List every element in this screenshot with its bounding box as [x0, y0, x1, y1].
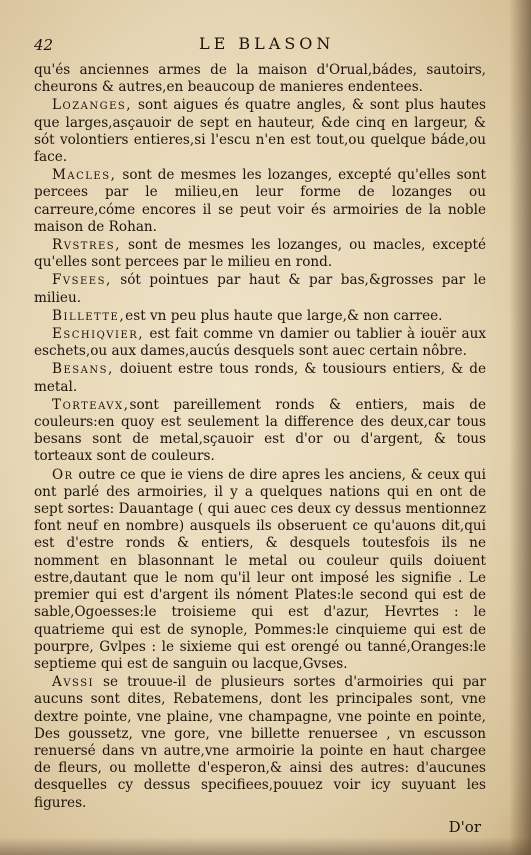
paragraph-lead: Besans,	[52, 361, 114, 378]
paragraph-text: outre ce que ie viens de dire apres les anciens, & ceux qui ont parlé des armoiries, il y a quelques nations qui en ont de sept sortes: Dauantage ( qui auec ces deux cy dessus mentionnez font neuf en nombre) ausquels ils obseruent ce qu'auons dit,qui est d'estre ronds & entiers, & desquels toutesfois ils ne nomment en blasonnant le metal ou couleur quils doiuent estre,dautant que le nom qu'il leur ont imposé les signifie . Le premier qui est d'argent ils nóment Plates:le second qui est de sable,Ogoesses:le troisieme qui est d'azur, Hevrtes : le quatrieme qui est de synople, Pommes:le cinquieme qui est de pourpre, Gvlpes : le sixieme qui est orengé ou tanné,Oranges:le septieme qui est de sanguin ou lacque,Gvses.	[34, 466, 486, 672]
paragraph-text: se trouue-il de plusieurs sortes d'armoiries qui par aucuns sont dites, Rebatemens, dont les principales sont, vne dextre pointe, vne plaine, vne champagne, vne pointe en pointe, Des goussetz, vne gore, vne billette renuersee , vn escusson renuersé dans vn autre,vne armoirie la pointe en haut chargee de fleurs, ou mollette d'esperon,& ainsi des autres: d'aucunes desquelles cy dessus specifiees,pouuez voir icy suyuant les figures.	[34, 674, 486, 811]
paragraph-1	[34, 62, 486, 96]
running-title: LE BLASON	[199, 34, 335, 53]
paragraph-or-outre	[34, 467, 486, 673]
catchword: D'or	[448, 818, 481, 836]
paragraph-besans	[34, 361, 486, 395]
page-number: 42	[34, 36, 54, 54]
paragraph-text: est fait comme vn damier ou tablier à iouër aux eschets,ou aux dames,aucús desquels sont auec certain nôbre.	[34, 326, 486, 360]
paragraph-lead: Or	[52, 466, 74, 483]
paragraph-text: sont aigues és quatre angles, & sont plus hautes que larges,asçauoir de sept en hauteur, &de cinq en largeur, & sót volontiers entieres,si l'escu n'en est tout,ou quelque báde,ou face.	[34, 97, 486, 166]
paragraph-eschiquier	[34, 326, 486, 360]
body-text	[34, 62, 486, 812]
paragraph-text: sont pareillement ronds & entiers, mais de couleurs:en quoy est seulement la difference des deux,car tous besans sont de metal,sçauoir est d'or ou d'argent, & tous torteaux sont de couleurs.	[34, 396, 486, 465]
page-header	[34, 34, 494, 56]
paragraph-fusees	[34, 272, 486, 306]
paragraph-lead: Avssi	[52, 674, 95, 691]
paragraph-text: est vn peu plus haute que large,& non carree.	[125, 307, 443, 324]
paragraph-lead: Rvstres,	[52, 237, 121, 254]
paragraph-text: doiuent estre tous ronds, & tousiours entiers, & de metal.	[34, 361, 486, 395]
paragraph-billette	[34, 308, 486, 325]
paragraph-lozanges	[34, 97, 486, 166]
paragraph-lead: Torteavx,	[52, 396, 130, 413]
paragraph-text: sót pointues par haut & par bas,&grosses par le milieu.	[34, 272, 486, 306]
page-bottom-edge	[0, 837, 531, 855]
paragraph-text: sont de mesmes les lozanges, excepté qu'elles sont percees par le milieu,en leur forme de lozanges ou carreure,cóme encores il se peut voir és armoiries de la noble maison de Rohan.	[34, 167, 486, 235]
paragraph-lead: Eschiqvier,	[52, 326, 145, 343]
paragraph-lead: Lozanges,	[52, 97, 133, 114]
paragraph-lead: Fvsees,	[52, 272, 112, 289]
paragraph-text: qu'és anciennes armes de la maison d'Orual,bádes, sautoirs, cheurons & autres,en beaucoup de manieres endentees.	[34, 62, 486, 96]
paragraph-text: sont de mesmes les lozanges, ou macles, excepté qu'elles sont percees par le milieu en rond.	[34, 237, 486, 271]
paragraph-lead: Macles,	[52, 167, 117, 184]
paragraph-lead: Billette,	[52, 307, 126, 324]
page-gutter-shadow	[509, 0, 531, 855]
paragraph-aussi	[34, 674, 486, 812]
paragraph-torteaux	[34, 397, 486, 466]
paragraph-macles	[34, 167, 486, 236]
paragraph-rustres	[34, 237, 486, 271]
